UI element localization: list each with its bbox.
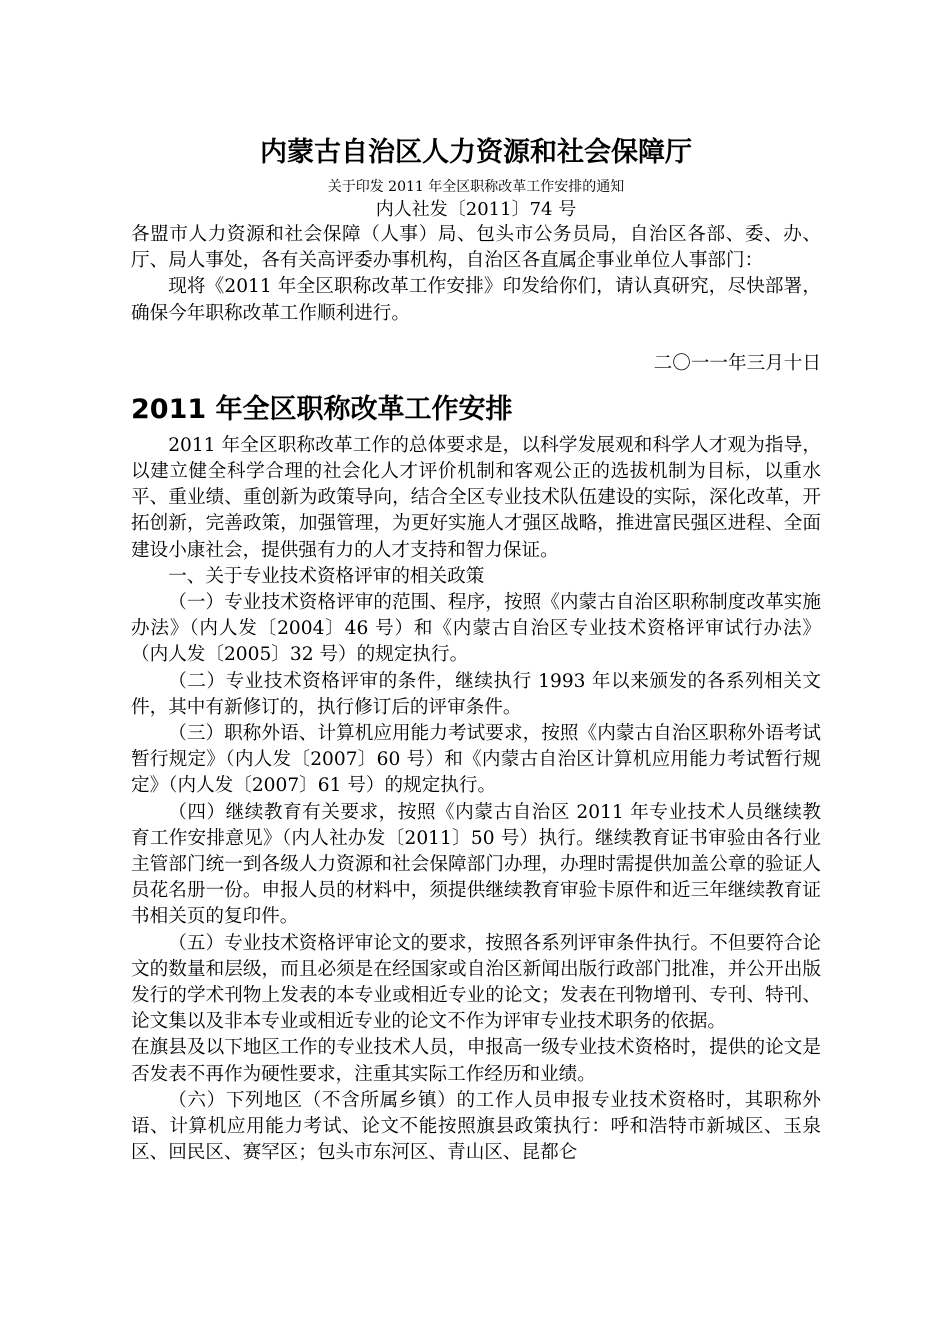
- arrangement-title: 2011 年全区职称改革工作安排: [131, 393, 513, 425]
- document-content: [131, 130, 821, 1167]
- issue-date: 二〇一一年三月十日: [653, 352, 821, 374]
- arrangement-intro: 2011 年全区职称改革工作的总体要求是，以科学发展观和科学人才观为指导，以建立健全科学合理的社会化人才评价机制和客观公正的选拔机制为目标，以重水平、重业绩、重创新为政策导向，结合全区专业技术队伍建设的实际，深化改革，开拓创新，完善政策，加强管理，为更好实施人才强区战略，推进富民强区进程、全面建设小康社会，提供强有力的人才支持和智力保证。: [131, 434, 821, 561]
- org-title: 内蒙古自治区人力资源和社会保障厅: [260, 137, 692, 168]
- notice-body: 现将《2011 年全区职称改革工作安排》印发给你们，请认真研究，尽快部署，确保今年职称改革工作顺利进行。: [131, 276, 821, 324]
- policy-item-5: （五）专业技术资格评审论文的要求，按照各系列评审条件执行。不但要符合论文的数量和层级，而且必须是在经国家或自治区新闻出版行政部门批准，并公开出版发行的学术刊物上发表的本专业或相近专业的论文；发表在刊物增刊、专刊、特刊、论文集以及非本专业或相近专业的论文不作为评审专业技术职务的依据。: [131, 932, 821, 1033]
- notice-title: 关于印发 2011 年全区职称改革工作安排的通知: [327, 179, 625, 195]
- policy-item-4: （四）继续教育有关要求，按照《内蒙古自治区 2011 年专业技术人员继续教育工作安排意见》（内人社办发〔2011〕50 号）执行。继续教育证书审验由各行业主管部门统一到各级人力资源和社会保障部门办理，办理时需提供加盖公章的验证人员花名册一份。申报人员的材料中，须提供继续教育审验卡原件和近三年继续教育证书相关页的复印件。: [131, 801, 821, 928]
- policy-item-2: （二）专业技术资格评审的条件，继续执行 1993 年以来颁发的各系列相关文件，其中有新修订的，执行修订后的评审条件。: [131, 670, 821, 718]
- blank-line: [131, 327, 821, 351]
- document-number: 内人社发〔2011〕74 号: [375, 199, 577, 220]
- policy-item-5-continued: 在旗县及以下地区工作的专业技术人员，申报高一级专业技术资格时，提供的论文是否发表不再作为硬性要求，注重其实际工作经历和业绩。: [131, 1037, 821, 1085]
- section-heading: 一、关于专业技术资格评审的相关政策: [168, 565, 485, 587]
- policy-item-1: （一）专业技术资格评审的范围、程序，按照《内蒙古自治区职称制度改革实施办法》（内人发〔2004〕46 号）和《内蒙古自治区专业技术资格评审试行办法》（内人发〔2005〕32 号）的规定执行。: [131, 592, 821, 666]
- salutation: 各盟市人力资源和社会保障（人事）局、包头市公务员局，自治区各部、委、办、厅、局人事处，各有关高评委办事机构，自治区各直属企事业单位人事部门：: [131, 224, 821, 272]
- policy-item-6: （六）下列地区（不含所属乡镇）的工作人员申报专业技术资格时，其职称外语、计算机应用能力考试、论文不能按照旗县政策执行：呼和浩特市新城区、玉泉区、回民区、赛罕区；包头市东河区、青山区、昆都仑: [131, 1089, 821, 1164]
- policy-item-3: （三）职称外语、计算机应用能力考试要求，按照《内蒙古自治区职称外语考试暂行规定》（内人发〔2007〕60 号）和《内蒙古自治区计算机应用能力考试暂行规定》（内人发〔2007〕61 号）的规定执行。: [131, 723, 821, 797]
